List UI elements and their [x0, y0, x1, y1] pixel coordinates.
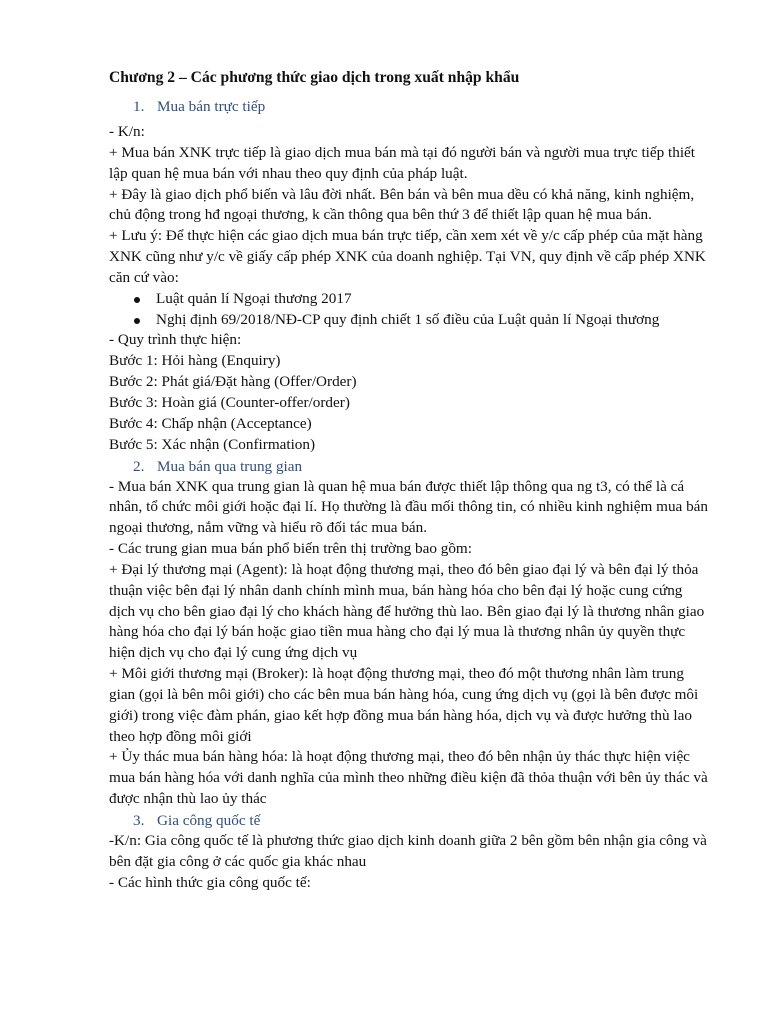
paragraph: + Mua bán XNK trực tiếp là giao dịch mua bán mà tại đó người bán và người mua trực tiếp thiết lập quan hệ mua bán với nhau theo quy định của pháp luật.	[109, 143, 696, 182]
bullet-icon	[134, 318, 140, 324]
step-item: Bước 5: Xác nhận (Confirmation)	[109, 435, 316, 453]
steps-title: - Quy trình thực hiện:	[109, 331, 242, 349]
paragraph: + Đại lý thương mại (Agent): là hoạt động thương mại, theo đó bên giao đại lý và bên đại lý thỏa thuận việc bên đại lý nhân danh chính mình mua, bán hàng hóa cho bên đại lý hoặc cung cứng dịch vụ cho bên giao đại lý cho khách hàng để hưởng thù lao. Bên giao đại lý là thương nhân giao hàng hóa cho đại lý bán hoặc giao tiền mua hàng cho đại lý mua là thương nhân ủy quyền thực hiện dịch vụ cho đại lý cung ứng dịch vụ	[109, 560, 705, 662]
section-heading-2	[109, 456, 709, 477]
section-title: Gia công quốc tế	[157, 812, 261, 829]
bullet-text: Nghị định 69/2018/NĐ-CP quy định chiết 1 số điều của Luật quản lí Ngoại thương	[156, 310, 660, 328]
paragraph: + Môi giới thương mại (Broker): là hoạt động thương mại, theo đó một thương nhân làm trung gian (gọi là bên môi giới) cho các bên mua bán hàng hóa, cung ứng dịch vụ (gọi là bên được môi giới) trong việc đàm phán, giao kết hợp đồng mua bán hàng hóa, dịch vụ và được hưởng thù lao theo hợp đồng môi giới	[109, 665, 699, 745]
paragraph: + Lưu ý: Để thực hiện các giao dịch mua bán trực tiếp, cần xem xét về y/c cấp phép của mặt hàng XNK cũng như y/c về giấy cấp phép XNK của doanh nghiệp. Tại VN, quy định về cấp phép XNK căn cứ vào:	[109, 227, 706, 286]
paragraph: - Mua bán XNK qua trung gian là quan hệ mua bán được thiết lập thông qua ng t3, có thể là cá nhân, tổ chức môi giới hoặc đại lí. Họ thường là đầu mối thông tin, có nhiều kinh nghiệm mua bán ngoại thương, nắm vững và hiểu rõ đối tác mua bán.	[109, 477, 709, 537]
section-number: 1.	[133, 98, 145, 115]
bullet-item	[109, 289, 709, 310]
section-number: 2.	[133, 457, 145, 475]
bullet-icon	[134, 297, 140, 303]
section-heading-1	[109, 96, 709, 117]
chapter-title: Chương 2 – Các phương thức giao dịch trong xuất nhập khẩu	[109, 69, 520, 86]
paragraph: + Ủy thác mua bán hàng hóa: là hoạt động thương mại, theo đó bên nhận ủy thác thực hiện việc mua bán hàng hóa với danh nghĩa của mình theo những điều kiện đã thỏa thuận với bên ủy thác và được nhận thù lao ủy thác	[109, 748, 708, 808]
section-heading-3	[109, 810, 709, 831]
bullet-list	[109, 289, 709, 331]
step-item: Bước 3: Hoàn giá (Counter-offer/order)	[109, 393, 350, 411]
step-item: Bước 2: Phát giá/Đặt hàng (Offer/Order)	[109, 373, 357, 391]
step-item: Bước 4: Chấp nhận (Acceptance)	[109, 414, 312, 432]
document-body	[109, 66, 709, 894]
paragraph: - K/n:	[109, 123, 145, 140]
paragraph: - Các hình thức gia công quốc tế:	[109, 873, 311, 891]
paragraph: + Đây là giao dịch phổ biến và lâu đời nhất. Bên bán và bên mua dều có khả năng, kinh nghiệm, chủ động trong hđ ngoại thương, k cần thông qua bên thứ 3 để thiết lập quan hệ mua bán.	[109, 185, 695, 224]
paragraph: - Các trung gian mua bán phổ biến trên thị trường bao gồm:	[109, 540, 472, 558]
paragraph: -K/n: Gia công quốc tế là phương thức giao dịch kinh doanh giữa 2 bên gồm bên nhận gia công và bên đặt gia công ở các quốc gia khác nhau	[109, 832, 707, 870]
section-title: Mua bán trực tiếp	[157, 98, 266, 115]
step-item: Bước 1: Hỏi hàng (Enquiry)	[109, 352, 281, 370]
bullet-item	[109, 310, 709, 331]
section-title: Mua bán qua trung gian	[157, 457, 303, 475]
section-number: 3.	[133, 812, 145, 829]
bullet-text: Luật quản lí Ngoại thương 2017	[156, 289, 352, 307]
